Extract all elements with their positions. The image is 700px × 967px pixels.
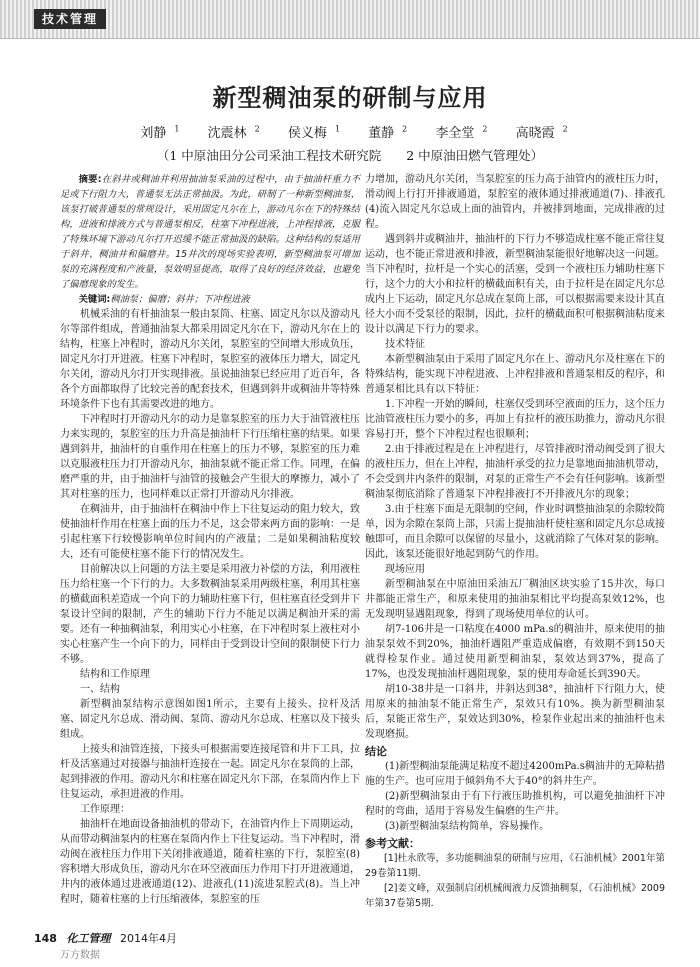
body-paragraph: 抽油杆在地面设备抽油机的带动下，在油管内作上下周期运动，从而带动稠油泵内的柱塞在泵筒内作上下往复运动。当下冲程时，滑动阀在液柱压力作用下关闭排液通道，随着柱塞的下行，泵腔室(8)容积增大形成负压，游动凡尔在环空液面压力作用下打开进液通道，井内的液体通过进液通道(12)、进液孔(11)流进泵腔式(8)。当上冲程时，随着柱塞的上行压缩液体，泵腔室的压 [60, 819, 360, 905]
conclusion-item: (1)新型稠油泵能满足粘度不超过4200mPa.s稠油井的无障粘措施的生产。也可应用于倾斜角不大于40°的斜井生产。 [365, 761, 665, 787]
body-paragraph: 新型稠油泵结构示意图如图1所示，主要有上接头、拉杆及活塞、固定凡尔总成、滑动阀、泵筒、游动凡尔总成、柱塞以及下接头组成。 [60, 699, 360, 740]
section-tag: 技术管理 [34, 9, 106, 29]
feature-item: 2.由于排液过程是在上冲程进行，尽管排液时滑动阀受到了很大的液柱压力，但在上冲程，抽油杆承受的拉力是靠地面抽油机带动，不会受到井内条件的限制，对泵的正常生产不会有任何影响。该新型稠油泵彻底消除了普通泵下冲程排液打不开排液凡尔的现象； [365, 444, 665, 500]
body-paragraph: 新型稠油泵在中原油田采油五厂稠油区块实验了15井次，每口井都能正常生产，和原来使用的抽油泵相比平均提高泵效12%，也无发现明显遇阻现象，得到了现场使用单位的认可。 [365, 579, 665, 620]
journal-name: 化工管理 [66, 932, 111, 945]
subsection-heading: 技术特征 [385, 339, 425, 350]
keywords: 关键词:稠油泵；偏磨；斜井；下冲程进液 [78, 294, 250, 305]
page-footer [34, 930, 177, 946]
body-paragraph: 上接头和油管连接，下接头可根据需要连接尾管和井下工具，拉杆及活塞通过对接器与抽油杆连接在一起。固定凡尔在泵筒的上部，起到排液的作用。游动凡尔和柱塞在固定凡尔下部，在泵筒内作上下往复运动，承担进液的作用。 [60, 744, 360, 800]
section-heading: 结构和工作原理 [80, 669, 150, 680]
body-paragraph: 胡10-38井是一口斜井，井斜达到38°，抽油杆下行阻力大，使用原来的抽油泵不能正常生产，泵效只有10%。换为新型稠油泵后，泵能正常生产，泵效达到30%，检泵作业起出来的抽油杆也未发现磨损。 [365, 684, 665, 740]
subsection-heading: 现场应用 [385, 564, 425, 575]
body-paragraph: 在稠油井，由于抽油杆在稠油中作上下往复运动的阻力较大，致使抽油杆作用在柱塞上面的压力不足，这会带来两方面的影响：一是引起柱塞下行较慢影响单位时间内的产液量；二是如果稠油粘度较大，还有可能使柱塞不能下行的情况发生。 [60, 504, 360, 560]
author: 沈震林 $^2$ [207, 124, 260, 141]
subsection-heading: 一、结构 [80, 684, 120, 695]
author: 刘静 $^1$ [140, 124, 180, 141]
body-paragraph: 遇到斜井或稠油井，抽油杆的下行力不够造成柱塞不能正常往复运动，也不能正常进液和排液，新型稠油泵能很好地解决这一问题。当下冲程时，拉杆是一个实心的活塞，受到一个液柱压力辅助柱塞下行，这个力的大小和拉杆的横截面积有关，由于拉杆是在固定凡尔总成内上下运动，固定凡尔总成在泵筒上部，可以根据需要来设计其直径大小而不受泵径的限制，因此，拉杆的横截面积可根据稠油粘度来设计以满足下行力的要求。 [365, 234, 665, 335]
body-paragraph: 机械采油的有杆抽油泵一般由泵筒、柱塞、固定凡尔以及游动凡尔等部件组成，普通抽油泵大都采用固定凡尔在下，游动凡尔在上的结构，柱塞上冲程时，游动凡尔关闭，泵腔室的空间增大形成负压，固定凡尔打开进液。柱塞下冲程时，泵腔室的液体压力增大，固定凡尔关闭，游动凡尔打开实现排液。虽说抽油泵已经应用了近百年，各各个方面都取得了比较完善的配套技术，但遇到斜井或稠油井等特殊环境条件下也有其需要改进的地方。 [60, 309, 360, 410]
section-heading: 结论 [365, 745, 387, 758]
feature-item: 3.由于柱塞下面是无限制的空间，作业时调整抽油泵的余隙较简单，因为余隙在泵筒上部，只需上提抽油杆使柱塞和固定凡尔总成接触即可，而且余隙可以保留的尽量小，这就消除了气体对泵的影响。因此，该泵还能很好地起到防气的作用。 [365, 504, 665, 560]
article-title: 新型稠油泵的研制与应用 [212, 84, 488, 112]
author: 高晓霞 $^2$ [515, 124, 568, 141]
author-list [0, 122, 700, 141]
author: 李全堂 $^2$ [435, 124, 488, 141]
feature-item: 1.下冲程一开始的瞬间，柱塞仅受到环空液面的压力，这个压力比油管液柱压力要小的多，再加上有拉杆的液压助推力，游动凡尔很容易打开，整个下冲程过程也很顺利； [365, 399, 665, 440]
conclusion-item: (2)新型稠油泵由于有下行液压助推机构，可以避免抽油杆下冲程时的弯曲，适用于容易发生偏磨的生产井。 [365, 791, 665, 817]
reference-item: [2]姜文峰，双强制启闭机械阀液力反馈抽稠泵，《石油机械》2009年第37卷第5期. [365, 883, 665, 909]
right-column [365, 172, 665, 911]
section-heading: 参考文献： [365, 837, 420, 850]
abstract: 摘要:在斜井或稠油井利用抽油泵采油的过程中，由于抽油杆重力不足或下行阻力大，普通泵无法正常抽汲。为此，研制了一种新型稠油泵，该泵打破普通泵的常规设计，采用固定凡尔在上，游动凡尔在下的特殊结构，进液和排液方式与普通泵相反，柱塞下冲程进液，上冲程排液，克服了特殊环境下游动凡尔打开迟缓不能正常抽汲的缺陷。这种结构的泵适用于斜井、稠油井和偏磨井。15井次的现场实验表明，新型稠油泵可增加泵的充满程度和产液量，泵效明显提高，取得了良好的经济效益，也避免了偏磨现象的发生。 [60, 174, 361, 290]
conclusion-item: (3)新型稠油泵结构简单，容易操作。 [385, 821, 550, 832]
subsection-heading: 工作原理： [80, 804, 130, 815]
body-paragraph: 力增加，游动凡尔关闭，当泵腔室的压力高于油管内的液柱压力时，滑动阀上行打开排液通道，泵腔室的液体通过排液通道(7)、排液孔(4)流入固定凡尔总成上面的油管内，并被排到地面，完成排液的过程。 [365, 174, 665, 230]
body-paragraph: 下冲程时打开游动凡尔的动力是靠泵腔室的压力大于油管液柱压力来实现的，泵腔室的压力升高是抽油杆下行压缩柱塞的结果。如果遇到斜井，抽油杆的自重作用在柱塞上的压力不够，泵腔室的压力难以克服液柱压力打开游动凡尔，抽油泵就不能正常工作。同理，在偏磨严重的井，由于抽油杆与油管的接触会产生很大的摩擦力，减小了其对柱塞的压力，也同样难以正常打开游动凡尔排液。 [60, 414, 360, 500]
issue-date: 2014年4月 [119, 932, 177, 945]
affiliation: （1 中原油田分公司采油工程技术研究院 2 中原油田燃气管理处） [156, 148, 544, 163]
reference-item: [1]杜永欣等，多功能稠油泵的研制与应用，《石油机械》2001年第29卷第11期. [365, 853, 665, 879]
watermark: 万方数据 [60, 950, 100, 961]
author: 董静 $^2$ [368, 124, 408, 141]
reference-list [365, 851, 665, 911]
header-band [0, 0, 700, 39]
left-column [60, 172, 360, 907]
author: 侯义梅 $^1$ [287, 124, 340, 141]
body-paragraph: 本新型稠油泵由于采用了固定凡尔在上、游动凡尔及柱塞在下的特殊结构，能实现下冲程进液、上冲程排液和普通泵相反的程序，和普通泵相比具有以下特征： [365, 354, 665, 395]
page-number: 148 [34, 932, 57, 945]
body-paragraph: 胡7-106井是一口粘度在4000 mPa.s的稠油井，原来使用的抽油泵泵效不到20%，抽油杆遇阻严重造成偏磨，有效期不到150天就得检泵作业。通过使用新型稠油泵，泵效达到37%，提高了17%，也没发现抽油杆遇阻现象，泵的使用寿命延长到390天。 [365, 624, 665, 680]
body-paragraph: 目前解决以上问题的方法主要是采用液力补偿的方法，利用液柱压力给柱塞一个下行的力。大多数稠油泵采用两级柱塞，利用其柱塞的横截面积差造成一个向下的力辅助柱塞下行，但柱塞直径受到井下泵设计空间的限制，产生的辅助下行力不能足以满足稠油开采的需要。还有一种抽稠油泵，利用实心小柱塞，在下冲程时泵上液柱对小实心柱塞产生一个向下的力，同样由于受到设计空间的限制使下行力不够。 [60, 564, 360, 665]
